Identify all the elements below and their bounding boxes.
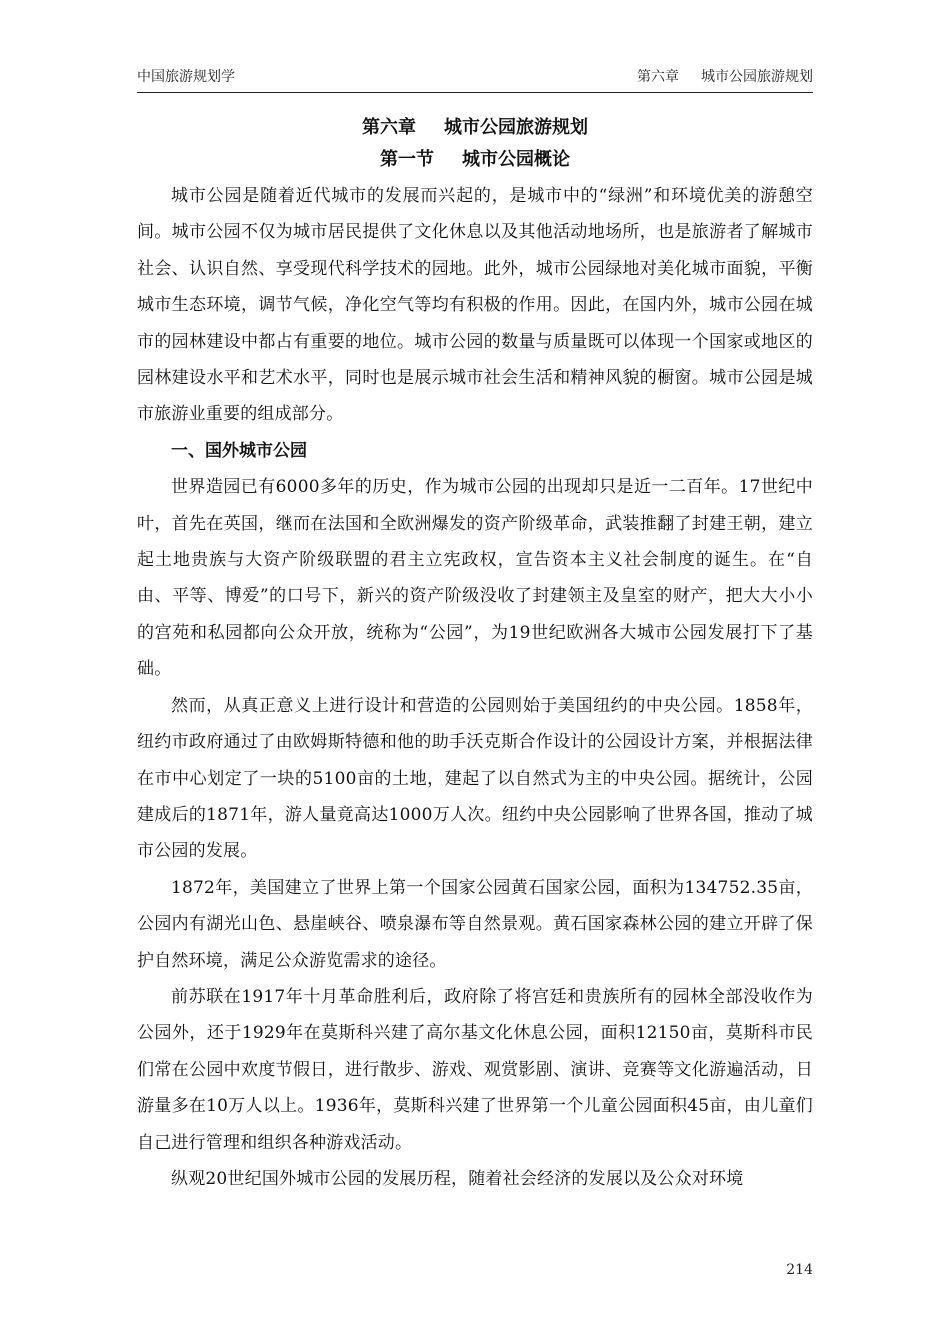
paragraph-central-park: 然而，从真正意义上进行设计和营造的公园则始于美国纽约的中央公园。1858年，纽约市政府通过了由欧姆斯特德和他的助手沃克斯合作设计的公园设计方案，并根据法律在市中心划定了一块的5100亩的土地，建起了以自然式为主的中央公园。据统计，公园建成后的1871年，游人量竟高达1000万人次。纽约中央公园影响了世界各国，推动了城市公园的发展。 <box>137 695 813 862</box>
header-divider <box>137 92 813 93</box>
paragraph-history: 世界造园已有6000多年的历史，作为城市公园的出现却只是近一二百年。17世纪中叶，首先在英国，继而在法国和全欧洲爆发的资产阶级革命，武装推翻了封建王朝，建立起土地贵族与大资产阶级联盟的君主立宪政权，宣告资本主义社会制度的诞生。在“自由、平等、博爱”的口号下，新兴的资产阶级没收了封建领主及皇室的财产，把大大小小的宫苑和私园都向公众开放，统称为“公园”，为19世纪欧洲各大城市公园发展打下了基础。 <box>137 477 813 680</box>
paragraph-20th-century: 纵观20世纪国外城市公园的发展历程，随着社会经济的发展以及公众对环境 <box>171 1168 744 1189</box>
book-title: 中国旅游规划学 <box>137 69 235 85</box>
section-title <box>137 144 813 178</box>
running-header <box>137 66 813 88</box>
section-name: 城市公园概论 <box>462 149 570 170</box>
chapter-title <box>137 112 813 144</box>
page-number: 214 <box>786 1262 813 1278</box>
page-body <box>137 112 813 1197</box>
running-chapter-label: 第六章 <box>637 69 679 85</box>
running-chapter <box>637 66 813 86</box>
paragraph-yellowstone: 1872年，美国建立了世界上第一个国家公园黄石国家公园，面积为134752.35亩，公园内有湖光山色、悬崖峡谷、喷泉瀑布等自然景观。黄石国家森林公园的建立开辟了保护自然环境，满足公众游览需求的途径。 <box>137 877 813 971</box>
chapter-number: 第六章 <box>362 117 416 138</box>
running-chapter-name: 城市公园旅游规划 <box>701 69 813 85</box>
chapter-name: 城市公园旅游规划 <box>444 117 588 138</box>
paragraph-soviet-parks: 前苏联在1917年十月革命胜利后，政府除了将宫廷和贵族所有的园林全部没收作为公园外，还于1929年在莫斯科兴建了高尔基文化休息公园，面积12150亩，莫斯科市民们常在公园中欢度节假日，进行散步、游戏、观赏影剧、演讲、竞赛等文化游遍活动，日游量多在10万人以上。1936年，莫斯科兴建了世界第一个儿童公园面积45亩，由儿童们自己进行管理和组织各种游戏活动。 <box>137 986 813 1153</box>
subheading-foreign-parks: 一、国外城市公园 <box>171 440 307 461</box>
intro-paragraph: 城市公园是随着近代城市的发展而兴起的，是城市中的“绿洲”和环境优美的游憩空间。城市公园不仅为城市居民提供了文化休息以及其他活动地场所，也是旅游者了解城市社会、认识自然、享受现代科学技术的园地。此外，城市公园绿地对美化城市面貌，平衡城市生态环境，调节气候，净化空气等均有积极的作用。因此，在国内外，城市公园在城市的园林建设中都占有重要的地位。城市公园的数量与质量既可以体现一个国家或地区的园林建设水平和艺术水平，同时也是展示城市社会生活和精神风貌的橱窗。城市公园是城市旅游业重要的组成部分。 <box>137 186 813 425</box>
section-number: 第一节 <box>380 149 434 170</box>
